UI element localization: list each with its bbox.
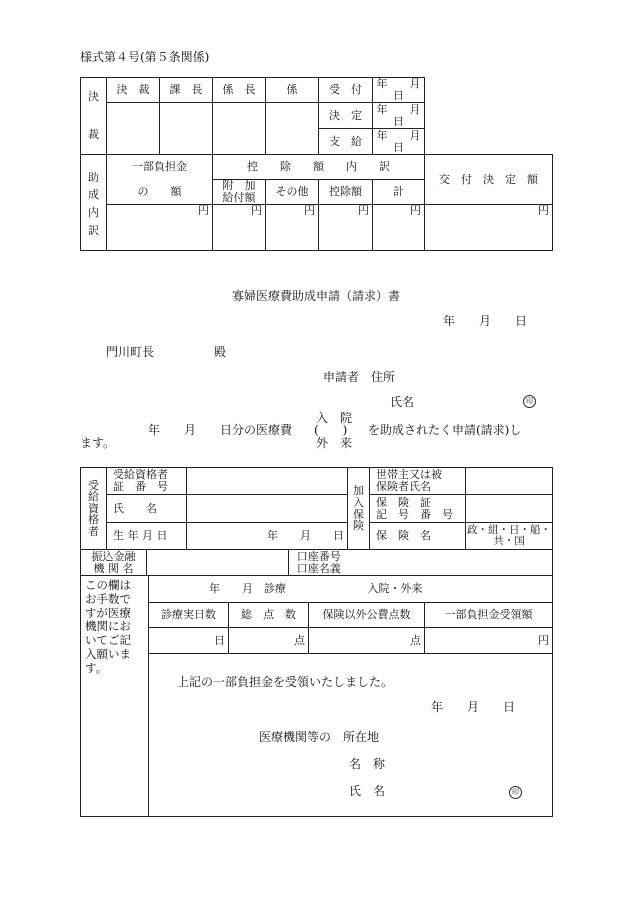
bank-inst-label: 振込金融 機 関 名 [81, 550, 147, 576]
inst-person-label: 氏 名 [349, 784, 386, 798]
householder-label: 世帯主又は被 保険者氏名 [370, 468, 466, 495]
inpatient-label: 入 院 [316, 411, 353, 425]
deduction-amount[interactable]: 円 [319, 205, 373, 251]
stamp-kakaricho[interactable] [213, 103, 266, 155]
bank-table [80, 549, 553, 576]
insurance-cert-input[interactable] [466, 495, 553, 523]
insurer-types[interactable]: 政・組・日・船・共・国 [466, 523, 553, 550]
insurance-cert-label: 保 険 証 記 号 番 号 [370, 495, 466, 523]
other-amount[interactable]: 円 [266, 205, 319, 251]
form-number: 様式第４号(第５条関係) [80, 50, 210, 64]
sub-fuka: 附 加 給付額 [213, 180, 266, 205]
grant-amount[interactable]: 円 [425, 205, 553, 251]
receipt-block [149, 654, 553, 817]
medical-table [80, 575, 553, 817]
statement-paren[interactable]: ( ) [314, 423, 348, 437]
burden-label-bottom: の 額 [107, 180, 213, 205]
approval-table [80, 77, 553, 251]
total-amount[interactable]: 円 [373, 205, 425, 251]
label-shikyu: 支 給 [319, 129, 373, 155]
stamp-kacho[interactable] [160, 103, 213, 155]
header-public-points: 保険以外公費点数 [309, 603, 425, 628]
approval-side: 決 裁 [81, 78, 107, 155]
receipt-date[interactable]: 年 月 日 [431, 700, 516, 714]
label-uketsuke: 受 付 [319, 78, 373, 103]
receipt-text: 上記の一部負担金を受領いたしました。 [177, 675, 394, 689]
seal-icon: 印 [523, 393, 536, 408]
period-row[interactable] [149, 576, 553, 603]
householder-input[interactable] [466, 468, 553, 495]
inst-address-label: 医療機関等の 所在地 [259, 730, 380, 744]
received-value[interactable]: 円 [425, 628, 553, 654]
points-value[interactable]: 点 [229, 628, 309, 654]
breakdown-side: 助 成 内 訳 [81, 155, 107, 251]
fuka-amount[interactable]: 円 [213, 205, 266, 251]
insurance-side: 加 入 保 険 [348, 468, 370, 550]
burden-label-top: 一部負担金 [107, 155, 213, 180]
header-kakari: 係 [266, 78, 319, 103]
outpatient-label: 外 来 [316, 436, 353, 450]
statement-tail: を助成されたく申請(請求)し [368, 423, 522, 437]
header-kakaricho: 係 長 [213, 78, 266, 103]
sub-other: その他 [266, 180, 319, 205]
eligible-side: 受 給 資 格 者 [81, 468, 107, 550]
name-input[interactable] [187, 495, 348, 523]
name-label: 氏 名 [107, 495, 187, 523]
header-points: 総 点 数 [229, 603, 309, 628]
birth-input[interactable]: 年 月 日 [187, 523, 348, 550]
stamp-kessai[interactable] [107, 103, 160, 155]
header-received: 一部負担金受領額 [425, 603, 553, 628]
account-labels: 口座番号 口座名義 [289, 550, 349, 576]
stamp-kakari[interactable] [266, 103, 319, 155]
days-value[interactable]: 日 [149, 628, 229, 654]
addressee: 門川町長 [106, 345, 155, 359]
inst-seal-icon: 印 [509, 785, 522, 799]
header-kacho: 課 長 [160, 78, 213, 103]
public-points-value[interactable]: 点 [309, 628, 425, 654]
page-title: 寡婦医療費助成申請（請求）書 [232, 289, 401, 303]
header-kessai: 決 裁 [107, 78, 160, 103]
inst-name-label: 名 称 [349, 757, 386, 771]
deduction-title: 控 除 額 内 訳 [213, 155, 425, 180]
header-days: 診療実日数 [149, 603, 229, 628]
date-kettei[interactable]: 年 月 日 [373, 103, 425, 129]
sub-total: 計 [373, 180, 425, 205]
bank-inst-input[interactable] [147, 550, 289, 576]
burden-amount[interactable]: 円 [107, 205, 213, 251]
sub-deduction: 控除額 [319, 180, 373, 205]
grant-label: 交 付 決 定 額 [425, 155, 553, 205]
cert-no-label: 受給資格者 証 番 号 [107, 468, 187, 495]
statement-date: 年 月 日分の医療費 [148, 423, 293, 437]
period-label: 年 月 診療 [209, 582, 286, 596]
birth-label: 生 年 月 日 [107, 523, 187, 550]
applicant-name-label: 氏名 [390, 395, 415, 409]
insurer-label: 保 険 名 [370, 523, 466, 550]
applicant-address-label: 申請者 住所 [323, 370, 396, 384]
cert-no-input[interactable] [187, 468, 348, 495]
eligibility-table [80, 467, 553, 550]
visit-type[interactable]: 入院・外来 [367, 582, 423, 596]
medical-note: この欄は お手数で すが医療 機関にお いてご記 入願いま す。 [81, 576, 149, 817]
date-shikyu[interactable]: 年 月 日 [373, 129, 425, 155]
application-date[interactable]: 年 月 日 [443, 314, 528, 328]
dono: 殿 [214, 345, 227, 359]
account-input[interactable] [349, 550, 553, 576]
label-kettei: 決 定 [319, 103, 373, 129]
date-uketsuke[interactable]: 年 月 日 [373, 78, 425, 103]
statement-masu: ます。 [80, 436, 116, 450]
